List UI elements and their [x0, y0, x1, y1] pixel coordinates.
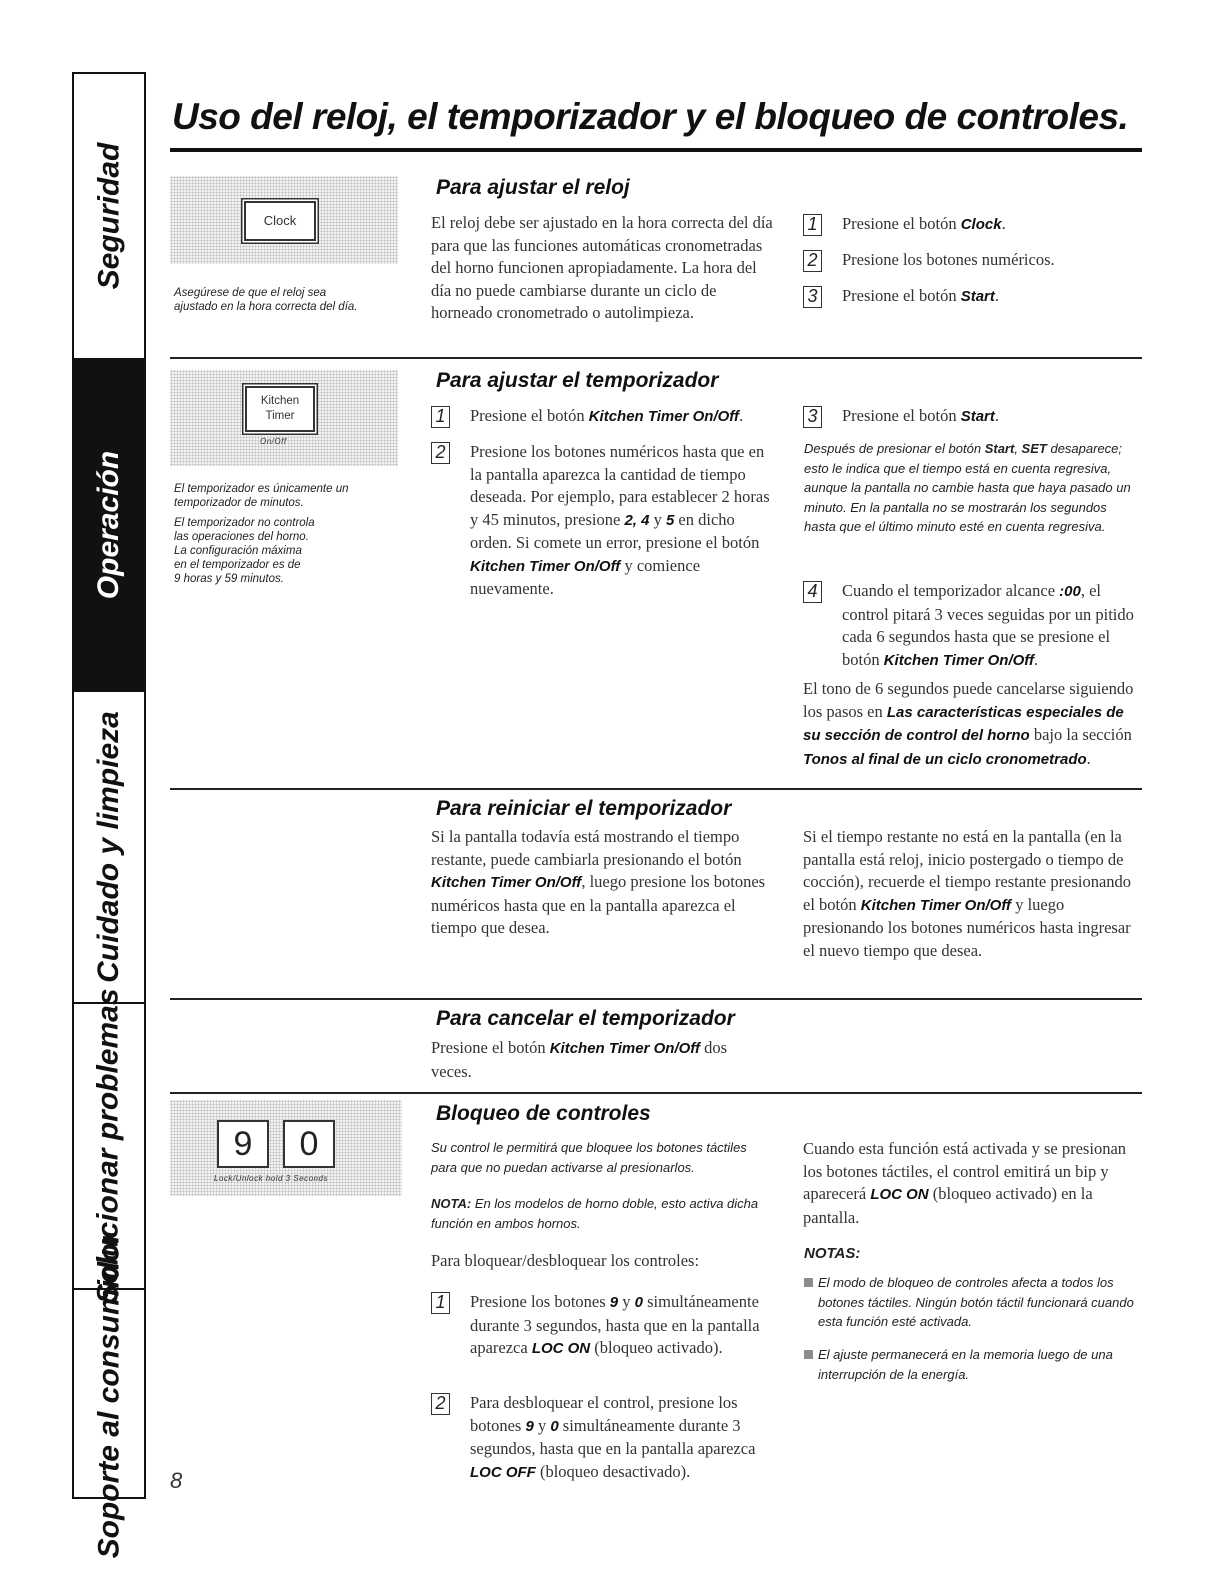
caption-line: ajustado en la hora correcta del día. — [174, 301, 358, 313]
step-text-part: (bloqueo desactivado). — [539, 1461, 691, 1481]
clock-caption — [174, 286, 357, 314]
step-text-part: simultáneamente durante 3 segundos, hasta que en la pantalla aparezca — [470, 1292, 760, 1357]
step-text-bold: 0 — [550, 1417, 559, 1435]
step-text-part: . — [994, 286, 1000, 305]
step-text-part: (bloqueo activado). — [594, 1338, 723, 1357]
step-text-bold: Kitchen Timer On/Off — [470, 557, 621, 575]
clock-key-illustration — [170, 176, 398, 264]
lock-key-caption: Lock/Unlock hold 3 Seconds — [214, 1174, 328, 1183]
step-text-bold: 4 — [641, 511, 650, 529]
body-bold: Kitchen Timer On/Off — [549, 1040, 701, 1057]
key-0: 0 — [283, 1120, 335, 1168]
step-text-part: Presione los botones numéricos. — [842, 250, 1055, 269]
kitchen-timer-key — [245, 386, 315, 432]
step-text-part: . — [739, 406, 744, 425]
tab-seguridad[interactable] — [74, 74, 144, 360]
step-text-bold: 2 — [624, 511, 633, 529]
step-text-part: y — [653, 509, 662, 529]
step-text-bold: Kitchen Timer On/Off — [883, 651, 1035, 669]
step-text-part: Para desbloquear el control, presione los botones — [470, 1393, 738, 1435]
key-label-line: Kitchen — [260, 395, 300, 407]
timer-step-2 — [431, 441, 781, 601]
note-text: Después de presionar el botón — [804, 441, 982, 456]
timer-tone-note — [803, 678, 1138, 771]
step-text-bold: 0 — [634, 1294, 643, 1311]
tab-soporte-al-consumidor[interactable] — [74, 1231, 144, 1558]
step-text-bold: 5 — [665, 511, 675, 529]
step-text-part: . — [1001, 214, 1006, 233]
section-divider — [170, 788, 1142, 790]
step-text-part: . — [1034, 649, 1039, 669]
clock-body: El reloj debe ser ajustado en la hora correcta del día para que las funciones automáticas cronometradas del horno funcionen apropiadamente. La hora del día no puede cambiarse durante un ciclo de horneado cronometrado o autolimpieza. — [431, 213, 773, 322]
tab-label: Operación — [92, 450, 125, 600]
lock-intro: Su control le permitirá que bloquee los botones táctiles para que no puedan activarse al presionarlos. — [431, 1140, 747, 1175]
body-bold: LOC ON — [870, 1186, 929, 1203]
lock-notas-label — [804, 1244, 860, 1264]
lock-step-1 — [431, 1291, 781, 1361]
timer-key-illustration — [170, 370, 398, 466]
step-text-bold: :00 — [1059, 583, 1081, 600]
cancel-heading: Para cancelar el temporizador — [436, 1007, 735, 1030]
step-text-part: simultáneamente durante 3 segundos, hasta que en la pantalla aparezca — [470, 1415, 756, 1458]
cancel-text — [431, 1037, 771, 1083]
section-divider — [170, 998, 1142, 1000]
tab-operacion[interactable] — [74, 360, 144, 692]
note-bold: SET — [1021, 441, 1047, 456]
step-number: 4 — [803, 581, 822, 603]
lock-note-bullet-2 — [804, 1345, 1134, 1384]
step-text-part: , el control pitará 3 veces seguidas por un pitido cada 6 segundos hasta que se presione el botón — [842, 581, 1134, 669]
title-divider — [170, 148, 1142, 152]
step-text-bold: 9 — [525, 1417, 534, 1435]
clock-step-2 — [803, 249, 1055, 272]
clock-step-3 — [803, 285, 999, 309]
section-sidebar — [72, 72, 146, 1558]
lock-right-text — [803, 1138, 1133, 1229]
caption-line: Asegúrese de que el reloj sea — [174, 287, 327, 299]
step-text-bold: Start — [960, 288, 995, 305]
tab-label: Seguridad — [92, 142, 126, 290]
tab-label: Cuidado y limpieza — [92, 711, 125, 983]
body-bold: Kitchen Timer On/Off — [431, 874, 582, 891]
note-bold: NOTA: — [431, 1196, 472, 1211]
caption-line: las operaciones del horno. — [174, 531, 309, 543]
step-text-bold: Start — [960, 408, 995, 425]
clock-key-label: Clock — [263, 213, 297, 228]
timer-start-note: Después de presionar el botón Start, SET desaparece; esto le indica que el tiempo está en cuenta regresiva, aunque la pantalla no cambie hasta que haya pasado un minuto. En la pantalla no se mostrarán los segundos hasta que el último minuto esté en cuenta regresiva. — [804, 441, 1131, 534]
page-title: Uso del reloj, el temporizador y el bloqueo de controles. — [172, 96, 1129, 137]
on-off-key-label: On/Off — [260, 437, 287, 446]
reset-heading: Para reiniciar el temporizador — [436, 797, 732, 820]
note-bold: Start — [984, 441, 1015, 456]
note-text: En los modelos de horno doble, esto activa dicha función en ambos hornos. — [431, 1196, 759, 1231]
body-text: El tono de 6 segundos puede cancelarse siguiendo los pasos en — [803, 679, 1134, 721]
reset-left-text — [431, 826, 771, 940]
body-text: (bloqueo activado) en la pantalla. — [803, 1184, 1093, 1227]
step-text — [842, 580, 1142, 672]
body-text: dos veces. — [431, 1038, 728, 1081]
step-text-part: . — [994, 406, 1000, 425]
step-text-bold: 9 — [609, 1294, 619, 1311]
step-text — [470, 1392, 780, 1484]
caption-line: 9 horas y 59 minutos. — [174, 573, 284, 585]
step-text-part: en dicho orden. Si comete un error, presione el botón — [470, 509, 760, 552]
caption-line: El temporizador no controla — [174, 517, 315, 529]
tab-label: Solucionar problemas — [92, 988, 126, 1304]
step-number: 2 — [803, 250, 822, 272]
step-text — [470, 405, 743, 429]
step-text — [470, 441, 780, 601]
timer-step-1 — [431, 405, 791, 429]
body-text: . — [1086, 748, 1091, 768]
step-text-part: y — [537, 1415, 547, 1435]
step-text-part: Cuando el temporizador alcance — [842, 581, 1056, 600]
caption-line: El temporizador es únicamente un — [174, 483, 349, 495]
step-text-part: Presione los botones numéricos hasta que en la pantalla aparezca la cantidad de tiempo deseada. Por ejemplo, para establecer 2 horas y 45 minutos, presione — [470, 442, 770, 529]
lock-keys-illustration — [170, 1100, 402, 1196]
body-text: bajo la sección — [1033, 725, 1132, 744]
timer-step-4 — [803, 580, 1143, 672]
key-label-line: Timer — [265, 410, 295, 422]
timer-heading: Para ajustar el temporizador — [436, 369, 719, 392]
body-bold: Tonos al final de un ciclo cronometrado — [803, 750, 1087, 768]
section-divider — [170, 1092, 1142, 1094]
bullet-text: El modo de bloqueo de controles afecta a todos los botones táctiles. Ningún botón táctil funcionará cuando esta función esté activada. — [818, 1275, 1134, 1329]
body-text: Si la pantalla todavía está mostrando el tiempo restante, puede cambiarla presionando el botón — [431, 827, 742, 869]
step-number: 3 — [803, 286, 822, 308]
step-text-part: Presione los botones — [470, 1292, 606, 1311]
page-number: 8 — [170, 1468, 183, 1493]
step-text — [842, 213, 1006, 237]
body-text: y luego presionando los botones numéricos hasta ingresar el nuevo tiempo que desea. — [803, 894, 1131, 960]
timer-caption — [174, 482, 349, 586]
step-text-part: Presione el botón — [470, 406, 585, 425]
step-text-bold: LOC ON — [531, 1340, 591, 1357]
step-number: 2 — [431, 1393, 450, 1415]
caption-line: temporizador de minutos. — [174, 497, 304, 509]
timer-step-3 — [803, 405, 999, 429]
step-text-bold: LOC OFF — [470, 1463, 536, 1481]
step-text-part: Presione el botón — [842, 214, 957, 233]
lock-heading: Bloqueo de controles — [436, 1102, 651, 1125]
body-text: , luego presione los botones numéricos hasta que en la pantalla aparezca el tiempo que desea. — [431, 872, 766, 937]
lock-para: Para bloquear/desbloquear los controles: — [431, 1251, 700, 1270]
lock-nota — [431, 1194, 776, 1233]
step-text-part: y comience nuevamente. — [470, 555, 701, 598]
step-text-part: Presione el botón — [842, 406, 957, 425]
tab-label: Soporte al consumidor — [92, 1231, 125, 1558]
step-number: 3 — [803, 406, 822, 428]
step-text-part: Presione el botón — [842, 286, 957, 305]
note-bold: NOTAS: — [804, 1245, 861, 1262]
body-bold: Las características especiales de su sección de control del horno — [803, 703, 1124, 744]
step-text-part: y — [622, 1292, 631, 1311]
bullet-text: El ajuste permanecerá en la memoria luego de una interrupción de la energía. — [818, 1347, 1113, 1382]
bullet-icon — [804, 1278, 813, 1287]
note-text: desaparece; esto le indica que el tiempo está en cuenta regresiva, aunque la pantalla no cambie hasta que haya pasado un minuto. En la pantalla no se mostrarán los segundos hasta que el último minuto esté en cuenta regresiva. — [804, 441, 1131, 534]
step-text-bold: Clock — [960, 216, 1002, 233]
step-number: 1 — [431, 1292, 450, 1314]
lock-note-bullet-1 — [804, 1273, 1134, 1332]
body-text: Si el tiempo restante no está en la pantalla (en la pantalla está reloj, inicio postergado o tiempo de cocción), recuerde el tiempo restante presionando el botón — [803, 827, 1132, 914]
step-text — [470, 1291, 780, 1361]
step-number: 1 — [803, 214, 822, 236]
clock-key — [244, 201, 316, 241]
reset-right-text — [803, 826, 1138, 962]
clock-step-1 — [803, 213, 1006, 237]
step-text — [842, 405, 999, 429]
lock-step-2 — [431, 1392, 781, 1484]
key-9: 9 — [217, 1120, 269, 1168]
caption-line: La configuración máxima — [174, 545, 302, 557]
bullet-icon — [804, 1350, 813, 1359]
section-divider — [170, 357, 1142, 359]
tab-cuidado-y-limpieza[interactable] — [74, 692, 144, 1004]
body-text: Cuando esta función está activada y se presionan los botones táctiles, el control emitirá un bip y aparecerá — [803, 1139, 1127, 1203]
step-text — [842, 285, 999, 309]
step-text-bold: , — [632, 511, 637, 529]
step-text-bold: Kitchen Timer On/Off — [588, 408, 740, 425]
body-text: Presione el botón — [431, 1038, 546, 1057]
step-text — [842, 249, 1055, 272]
caption-line: en el temporizador es de — [174, 559, 301, 571]
step-number: 1 — [431, 406, 450, 428]
clock-heading: Para ajustar el reloj — [436, 176, 630, 199]
step-number: 2 — [431, 442, 450, 464]
body-bold: Kitchen Timer On/Off — [860, 896, 1012, 914]
